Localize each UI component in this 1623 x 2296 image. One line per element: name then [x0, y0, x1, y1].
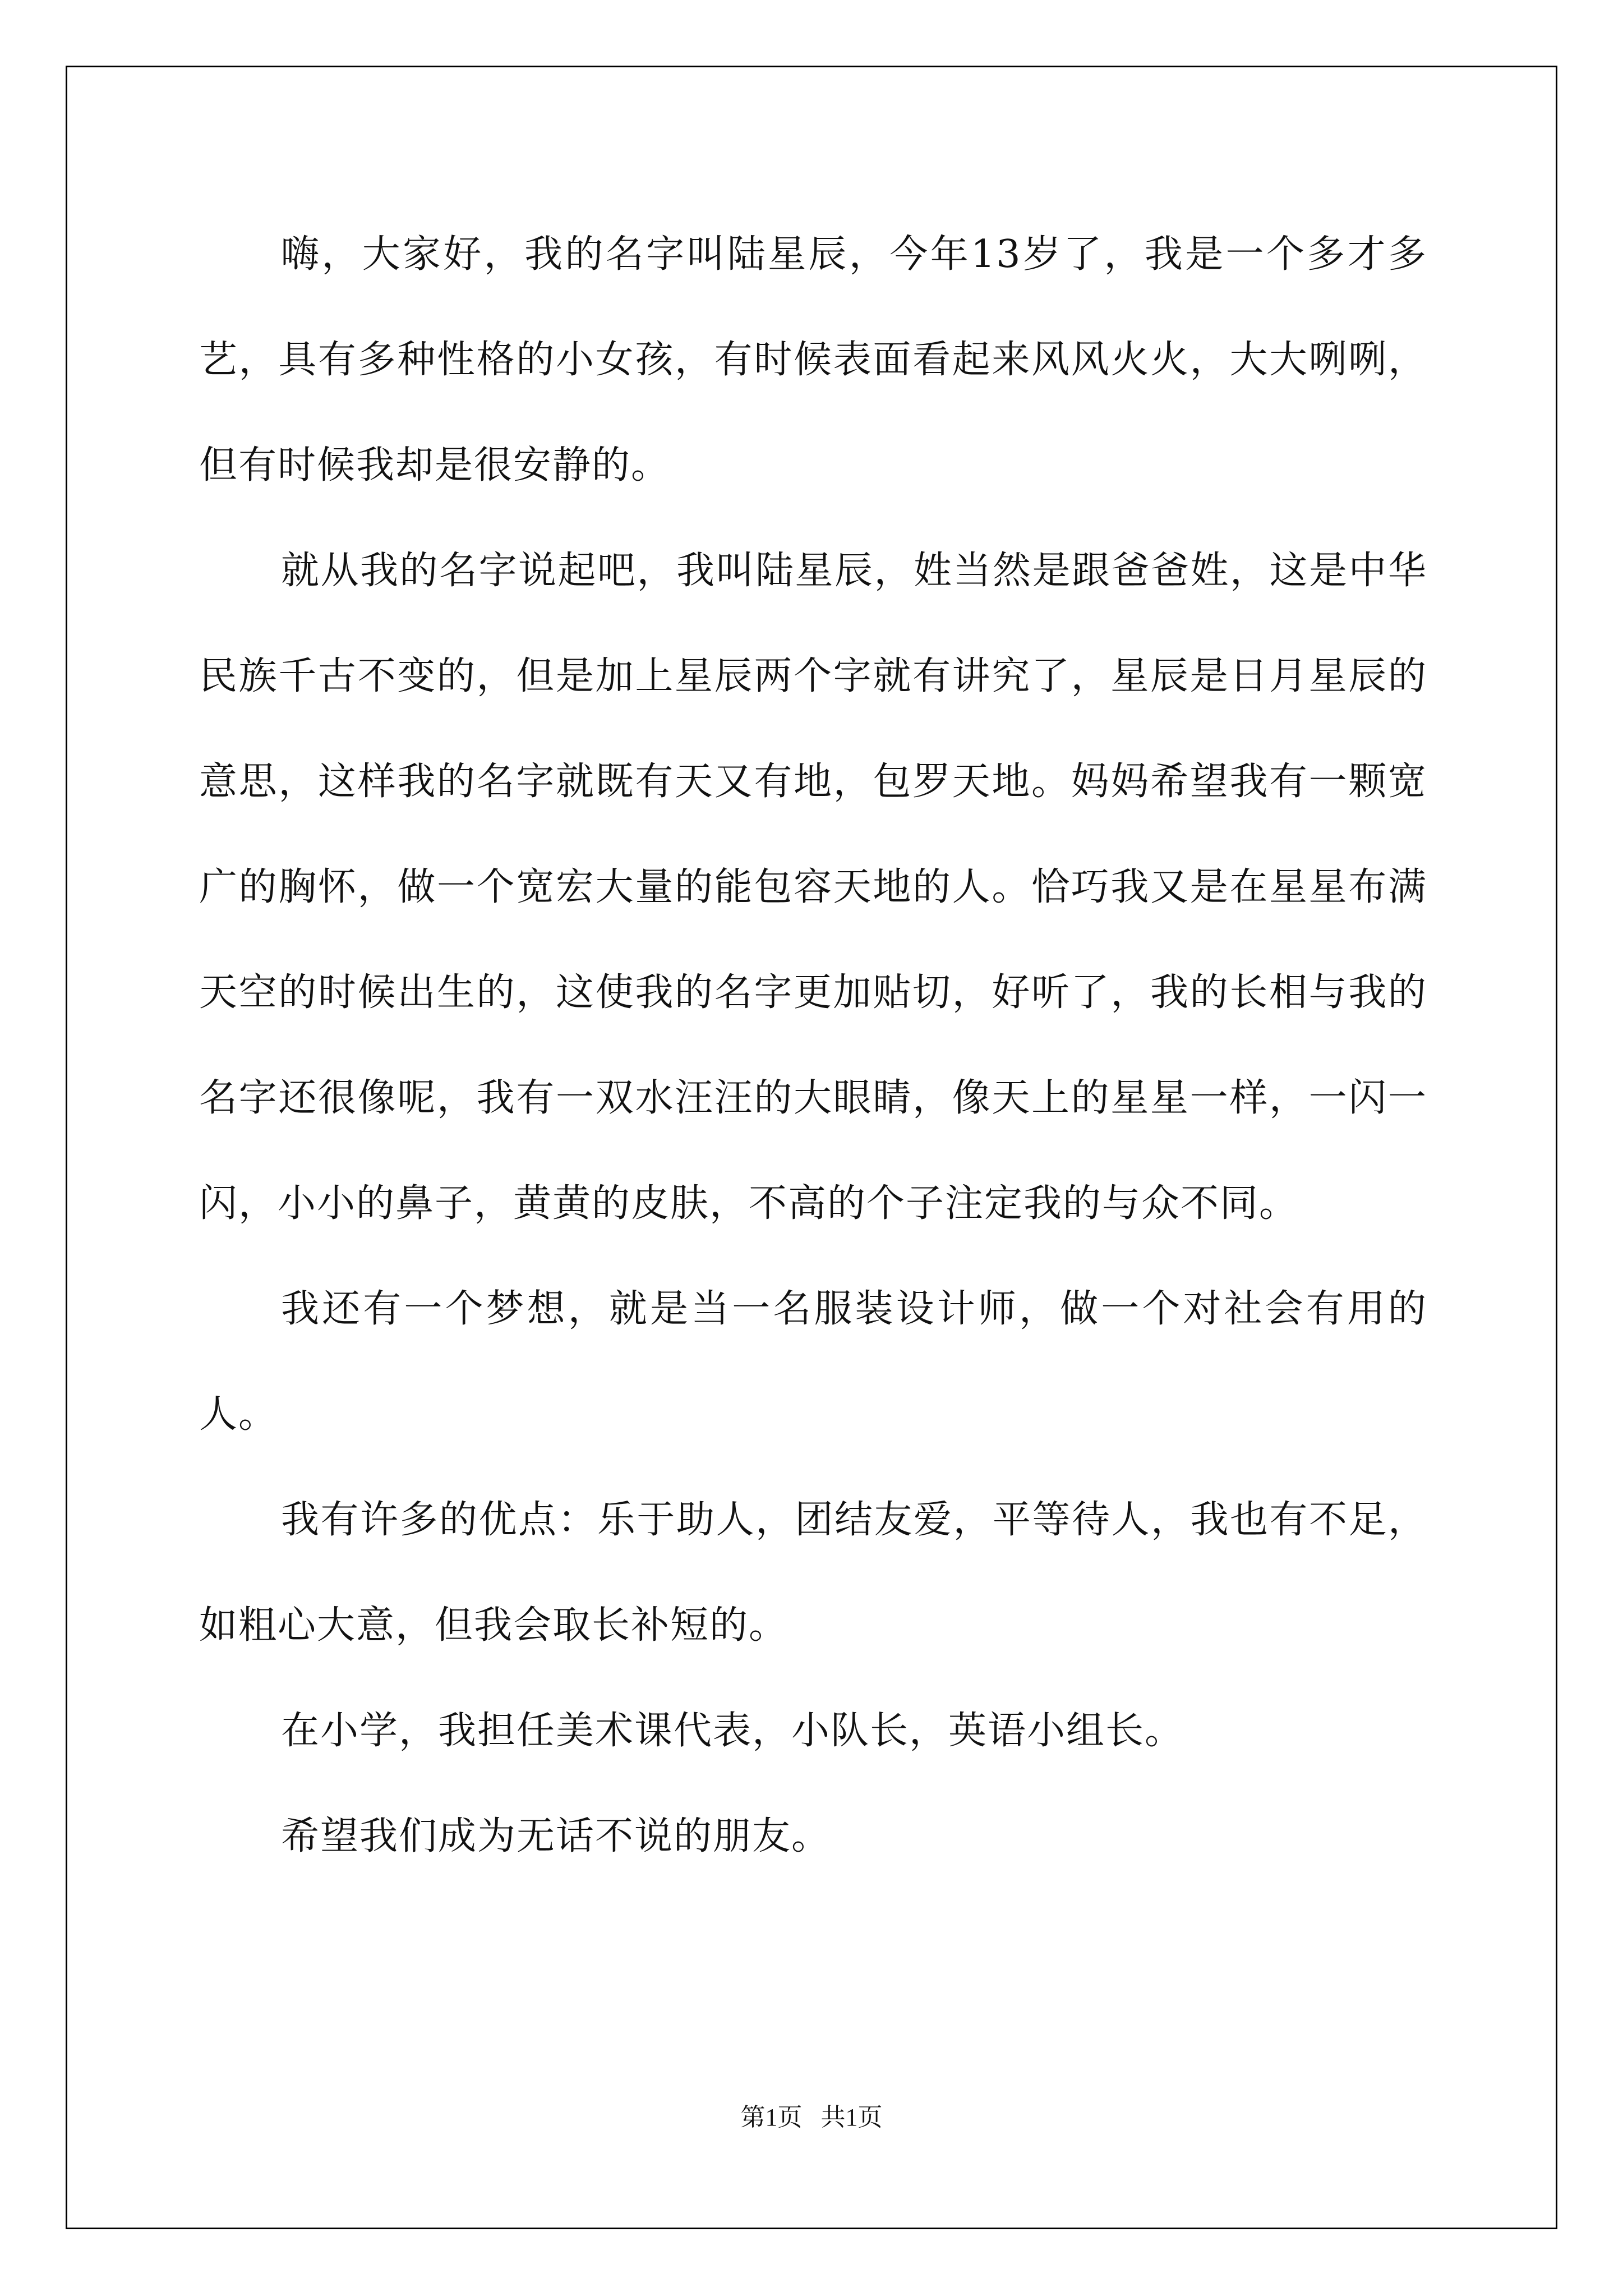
- paragraph: 希望我们成为无话不说的朋友。: [281, 1814, 831, 1858]
- page-number-footer: 第1页 共1页: [740, 2104, 883, 2131]
- document-body: [199, 202, 1427, 1889]
- paragraph: 在小学，我担任美术课代表，小队长，英语小组长。: [281, 1709, 1184, 1753]
- paragraph: 我还有一个梦想，就是当一名服装设计师，做一个对社会有用的人。: [199, 1287, 1427, 1437]
- paragraph: 就从我的名字说起吧，我叫陆星辰，姓当然是跟爸爸姓，这是中华民族千古不变的，但是加上星辰两个字就有讲究了，星辰是日月星辰的意思，这样我的名字就既有天又有地，包罗天地。妈妈希望我有一颗宽广的胸怀，做一个宽宏大量的能包容天地的人。恰巧我又是在星星布满天空的时候出生的，这使我的名字更加贴切，好听了，我的长相与我的名字还很像呢，我有一双水汪汪的大眼睛，像天上的星星一样，一闪一闪，小小的鼻子，黄黄的皮肤，不高的个子注定我的与众不同。: [199, 549, 1427, 1226]
- paragraph: 嗨，大家好，我的名字叫陆星辰，今年13岁了，我是一个多才多艺，具有多种性格的小女孩，有时候表面看起来风风火火，大大咧咧，但有时候我却是很安静的。: [199, 232, 1427, 487]
- paragraph: 我有许多的优点：乐于助人，团结友爱，平等待人，我也有不足，如粗心大意，但我会取长补短的。: [199, 1498, 1427, 1648]
